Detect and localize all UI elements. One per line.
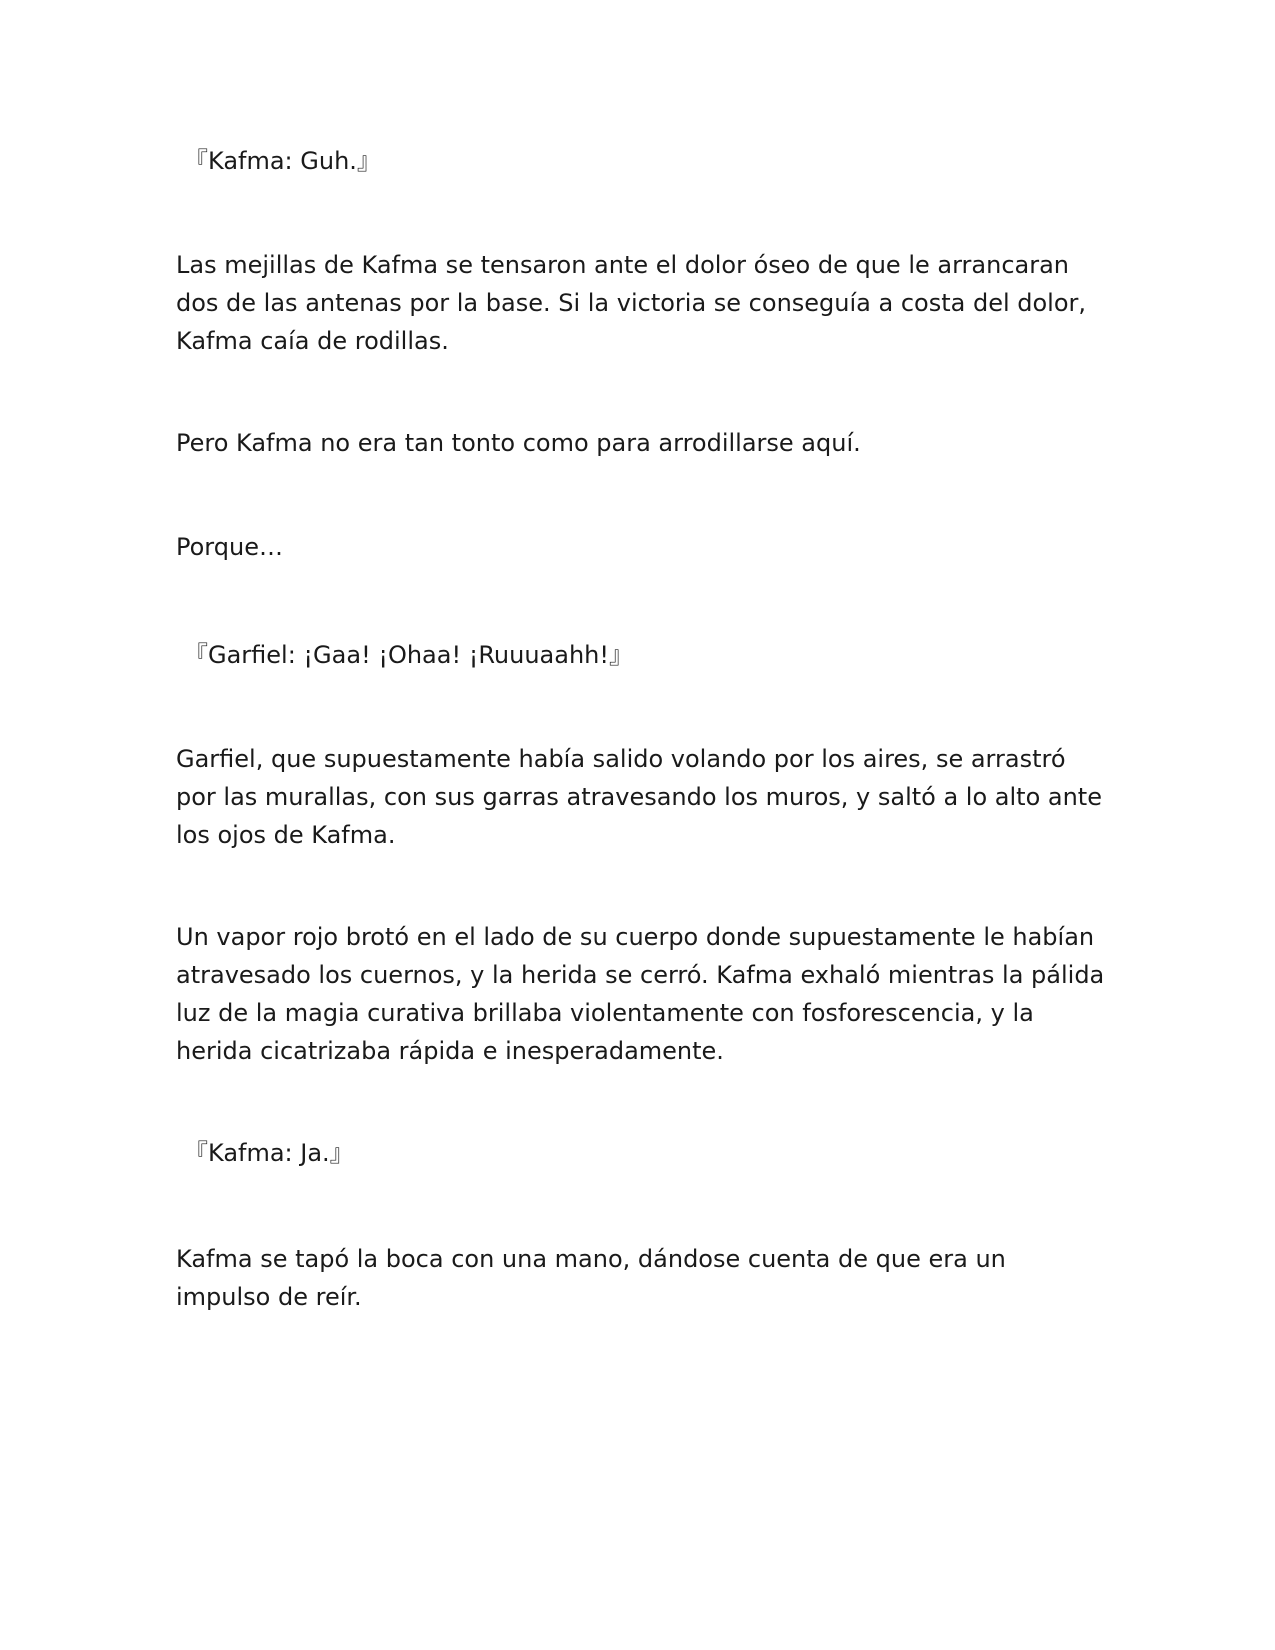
- paragraph: Porque…: [176, 533, 283, 561]
- paragraph: Las mejillas de Kafma se tensaron ante el dolor óseo de que le arrancaran dos de las antenas por la base. Si la victoria se conseguía a costa del dolor, Kafma caía de rodillas.: [176, 251, 1087, 355]
- dialog-line: 『Garfiel: ¡Gaa! ¡Ohaa! ¡Ruuuaahh!』: [184, 641, 634, 669]
- paragraph: Garfiel, que supuestamente había salido volando por los aires, se arrastró por las murallas, con sus garras atravesando los muros, y saltó a lo alto ante los ojos de Kafma.: [176, 745, 1102, 849]
- paragraph: Kafma se tapó la boca con una mano, dándose cuenta de que era un impulso de reír.: [176, 1245, 1006, 1311]
- paragraph: Un vapor rojo brotó en el lado de su cuerpo donde supuestamente le habían atravesado los cuernos, y la herida se cerró. Kafma exhaló mientras la pálida luz de la magia curativa brillaba violentamente con fosforescencia, y la herida cicatrizaba rápida e inesperadamente.: [176, 923, 1105, 1065]
- paragraph: Pero Kafma no era tan tonto como para arrodillarse aquí.: [176, 429, 861, 457]
- dialog-line: 『Kafma: Ja.』: [184, 1139, 354, 1167]
- dialog-line: 『Kafma: Guh.』: [184, 147, 381, 175]
